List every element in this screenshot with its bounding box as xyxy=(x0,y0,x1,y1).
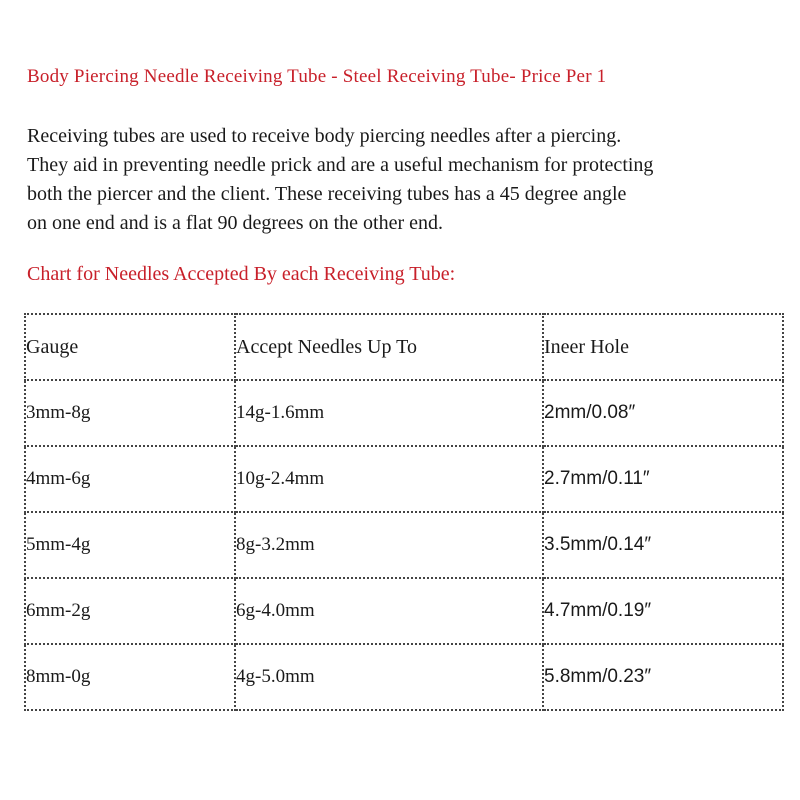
table-row xyxy=(25,380,783,446)
description-line: They aid in preventing needle prick and are a useful mechanism for protecting xyxy=(27,154,654,176)
inner-hole-cell: 2mm/0.08″ xyxy=(543,380,783,446)
accept-needles-cell: 4g-5.0mm xyxy=(235,644,543,710)
table-row xyxy=(25,512,783,578)
table-row xyxy=(25,578,783,644)
gauge-cell: 3mm-8g xyxy=(25,380,235,446)
header-inner-hole: Ineer Hole xyxy=(543,314,783,380)
inner-hole-cell: 4.7mm/0.19″ xyxy=(543,578,783,644)
gauge-cell: 4mm-6g xyxy=(25,446,235,512)
chart-heading: Chart for Needles Accepted By each Receiving Tube: xyxy=(27,263,456,285)
header-gauge: Gauge xyxy=(25,314,235,380)
accept-needles-cell: 10g-2.4mm xyxy=(235,446,543,512)
inner-hole-cell: 5.8mm/0.23″ xyxy=(543,644,783,710)
description-line: on one end and is a flat 90 degrees on the other end. xyxy=(27,212,443,234)
description-line: Receiving tubes are used to receive body piercing needles after a piercing. xyxy=(27,125,622,147)
table-header-row xyxy=(25,314,783,380)
inner-hole-cell: 2.7mm/0.11″ xyxy=(543,446,783,512)
needle-chart-table xyxy=(24,313,784,711)
description xyxy=(27,122,787,238)
page-title: Body Piercing Needle Receiving Tube - Steel Receiving Tube- Price Per 1 xyxy=(27,66,607,87)
gauge-cell: 6mm-2g xyxy=(25,578,235,644)
header-accept-needles: Accept Needles Up To xyxy=(235,314,543,380)
accept-needles-cell: 14g-1.6mm xyxy=(235,380,543,446)
accept-needles-cell: 6g-4.0mm xyxy=(235,578,543,644)
table-row xyxy=(25,446,783,512)
accept-needles-cell: 8g-3.2mm xyxy=(235,512,543,578)
inner-hole-cell: 3.5mm/0.14″ xyxy=(543,512,783,578)
gauge-cell: 8mm-0g xyxy=(25,644,235,710)
gauge-cell: 5mm-4g xyxy=(25,512,235,578)
description-line: both the piercer and the client. These receiving tubes has a 45 degree angle xyxy=(27,183,627,205)
table-row xyxy=(25,644,783,710)
